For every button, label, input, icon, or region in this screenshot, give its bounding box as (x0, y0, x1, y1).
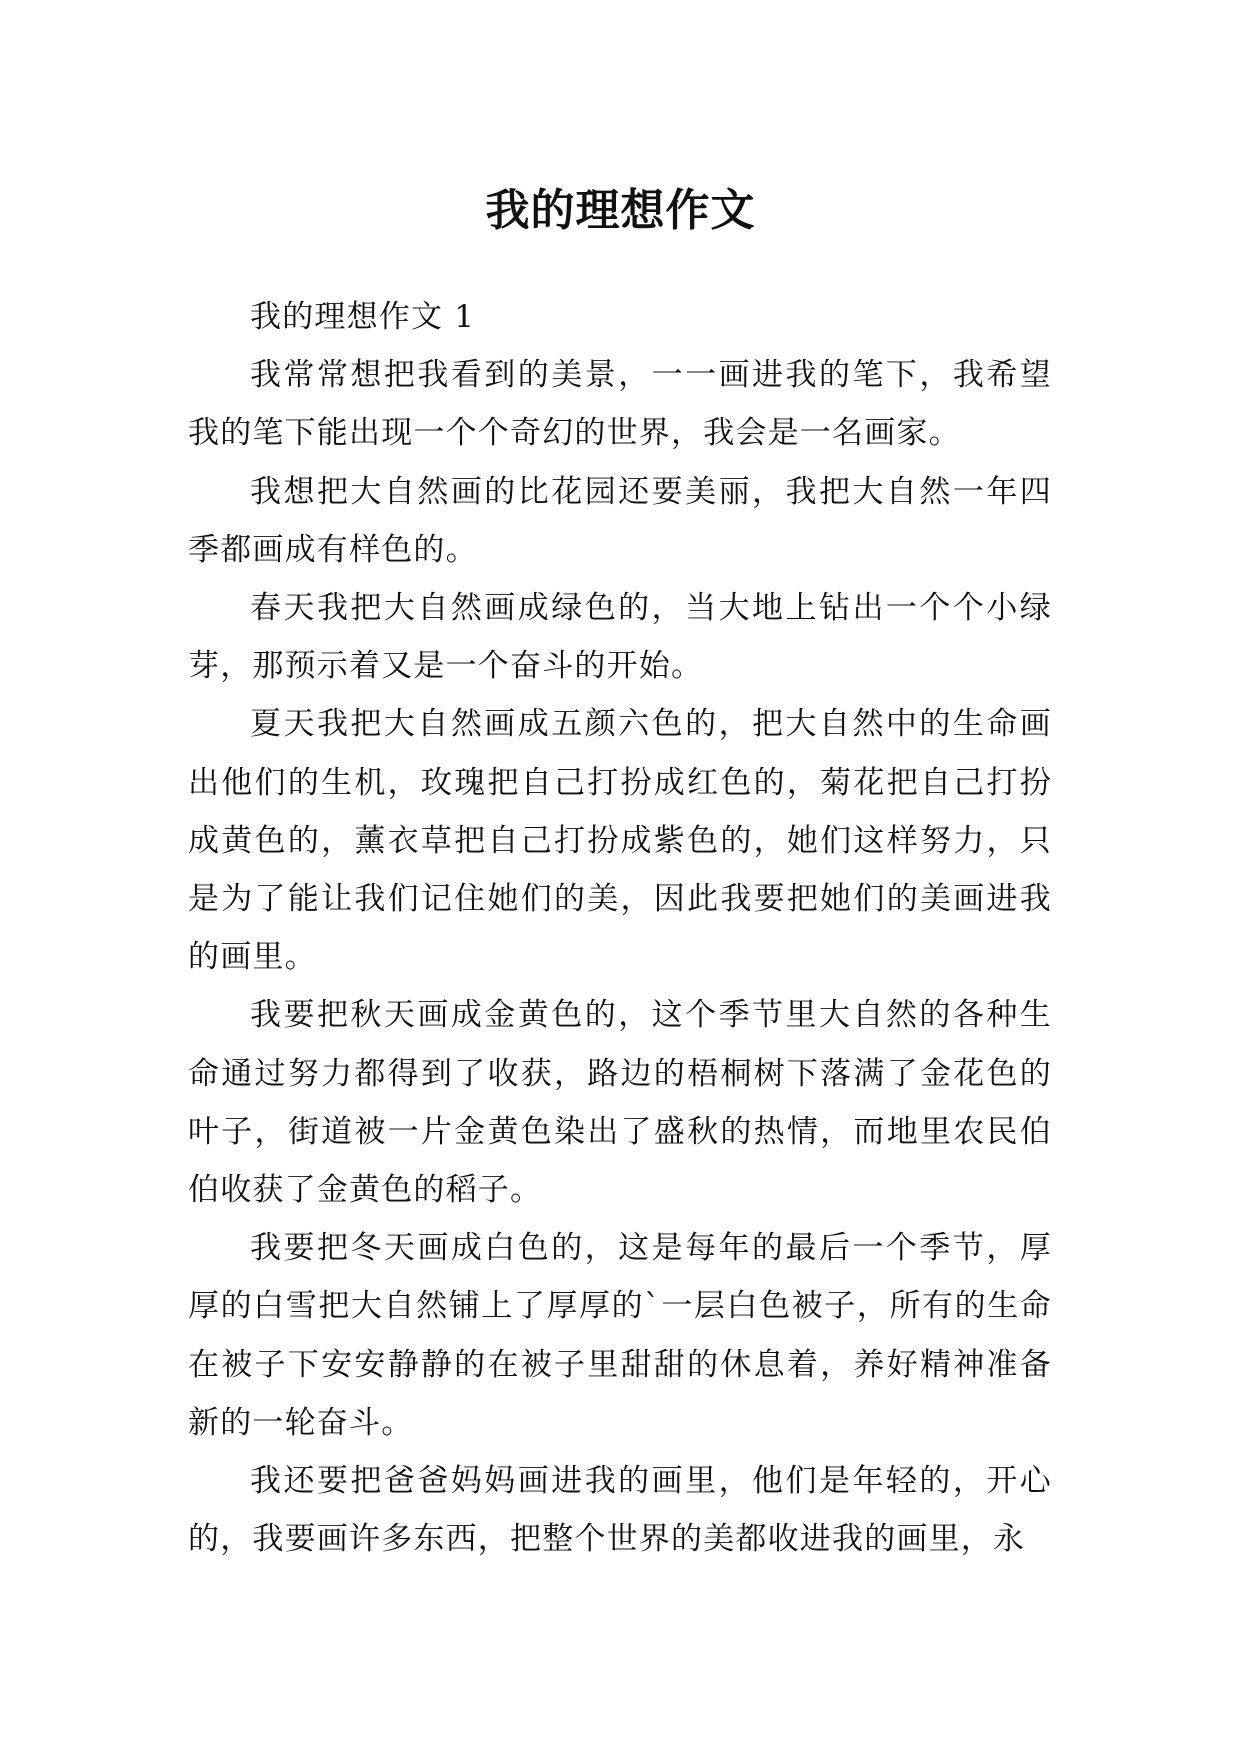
paragraph: 我想把大自然画的比花园还要美丽，我把大自然一年四季都画成有样色的。 (188, 473, 1052, 568)
paragraph: 夏天我把大自然画成五颜六色的，把大自然中的生命画出他们的生机，玫瑰把自己打扮成红色的，菊花把自己打扮成黄色的，薰衣草把自己打扮成紫色的，她们这样努力，只是为了能让我们记住她们的美，因此我要把她们的美画进我的画里。 (188, 706, 1052, 976)
paragraph: 我还要把爸爸妈妈画进我的画里，他们是年轻的，开心的，我要画许多东西，把整个世界的美都收进我的画里，永 (188, 1463, 1052, 1558)
document-body (188, 288, 1052, 1568)
subheading: 我的理想作文 1 (250, 299, 476, 335)
paragraph: 我常常想把我看到的美景，一一画进我的笔下，我希望我的笔下能出现一个个奇幻的世界，我会是一名画家。 (188, 357, 1052, 452)
paragraph: 我要把秋天画成金黄色的，这个季节里大自然的各种生命通过努力都得到了收获，路边的梧桐树下落满了金花色的叶子，街道被一片金黄色染出了盛秋的热情，而地里农民伯伯收获了金黄色的稻子。 (188, 997, 1052, 1209)
paragraph: 我要把冬天画成白色的，这是每年的最后一个季节，厚厚的白雪把大自然铺上了厚厚的`一层白色被子，所有的生命在被子下安安静静的在被子里甜甜的休息着，养好精神准备新的一轮奋斗。 (188, 1230, 1052, 1441)
document-title: 我的理想作文 (485, 185, 756, 237)
paragraph: 春天我把大自然画成绿色的，当大地上钻出一个个小绿芽，那预示着又是一个奋斗的开始。 (188, 590, 1052, 685)
